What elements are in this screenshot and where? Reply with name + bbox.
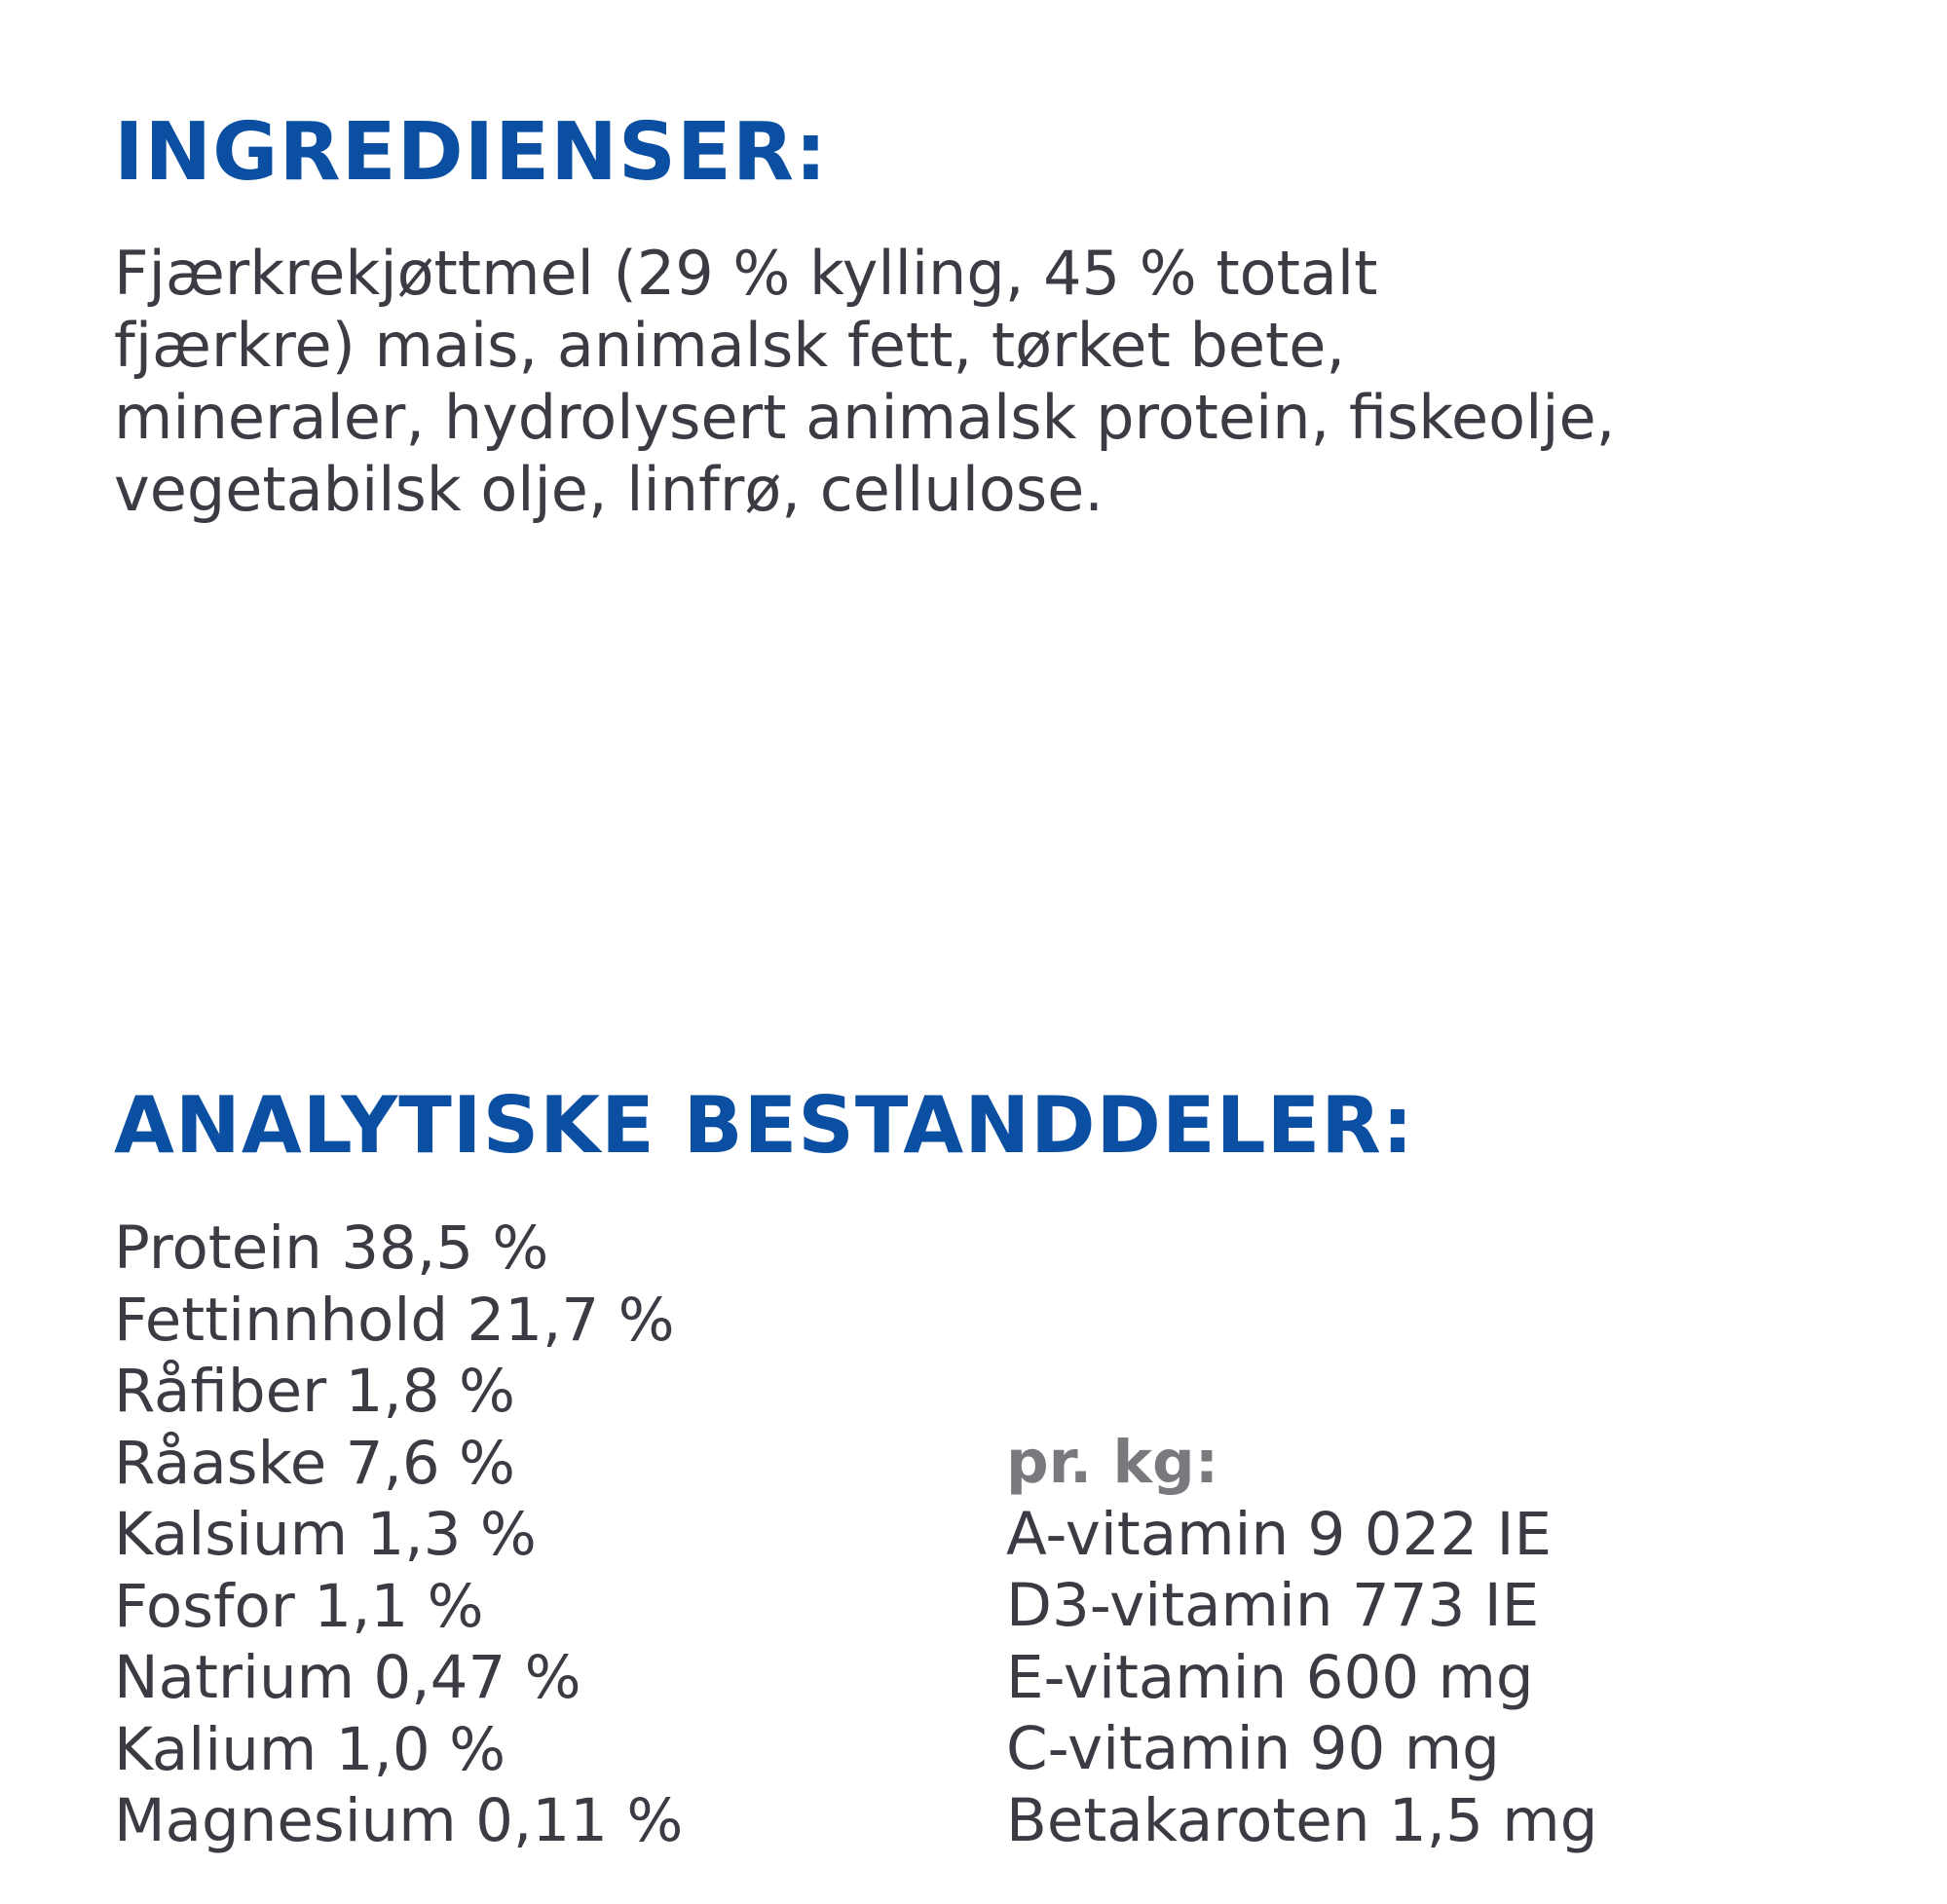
constituents-list <box>114 1213 683 1857</box>
vitamin-item: C-vitamin 90 mg <box>1006 1714 1500 1783</box>
vitamin-item: A-vitamin 9 022 IE <box>1006 1499 1553 1569</box>
vitamin-item: D3-vitamin 773 IE <box>1006 1571 1540 1640</box>
vitamin-item: Betakaroten 1,5 mg <box>1006 1785 1598 1855</box>
constituent-item: Fettinnhold 21,7 % <box>114 1285 675 1355</box>
constituent-item: Råfiber 1,8 % <box>114 1357 515 1426</box>
per-kg-label: pr. kg: <box>1006 1428 1219 1497</box>
ingredients-line: vegetabilsk olje, linfrø, cellulose. <box>114 454 1105 525</box>
ingredients-text <box>114 238 1867 526</box>
constituent-item: Natrium 0,47 % <box>114 1643 581 1712</box>
ingredients-heading: INGREDIENSER: <box>114 106 828 199</box>
analytic-heading: ANALYTISKE BESTANDDELER: <box>114 1080 1414 1171</box>
constituent-item: Råaske 7,6 % <box>114 1428 516 1498</box>
constituent-item: Fosfor 1,1 % <box>114 1571 484 1641</box>
ingredients-line: mineraler, hydrolysert animalsk protein, fiskeolje, <box>114 382 1616 453</box>
constituent-item: Magnesium 0,11 % <box>114 1786 684 1855</box>
vitamin-item: E-vitamin 600 mg <box>1006 1642 1534 1712</box>
constituent-item: Kalsium 1,3 % <box>114 1500 537 1569</box>
ingredients-line: Fjærkrekjøttmel (29 % kylling, 45 % totalt <box>114 238 1378 309</box>
ingredients-line: fjærkre) mais, animalsk fett, tørket bete, <box>114 310 1346 381</box>
constituent-item: Kalium 1,0 % <box>114 1714 506 1784</box>
constituent-item: Protein 38,5 % <box>114 1213 549 1283</box>
vitamins-list <box>1006 1427 1597 1856</box>
